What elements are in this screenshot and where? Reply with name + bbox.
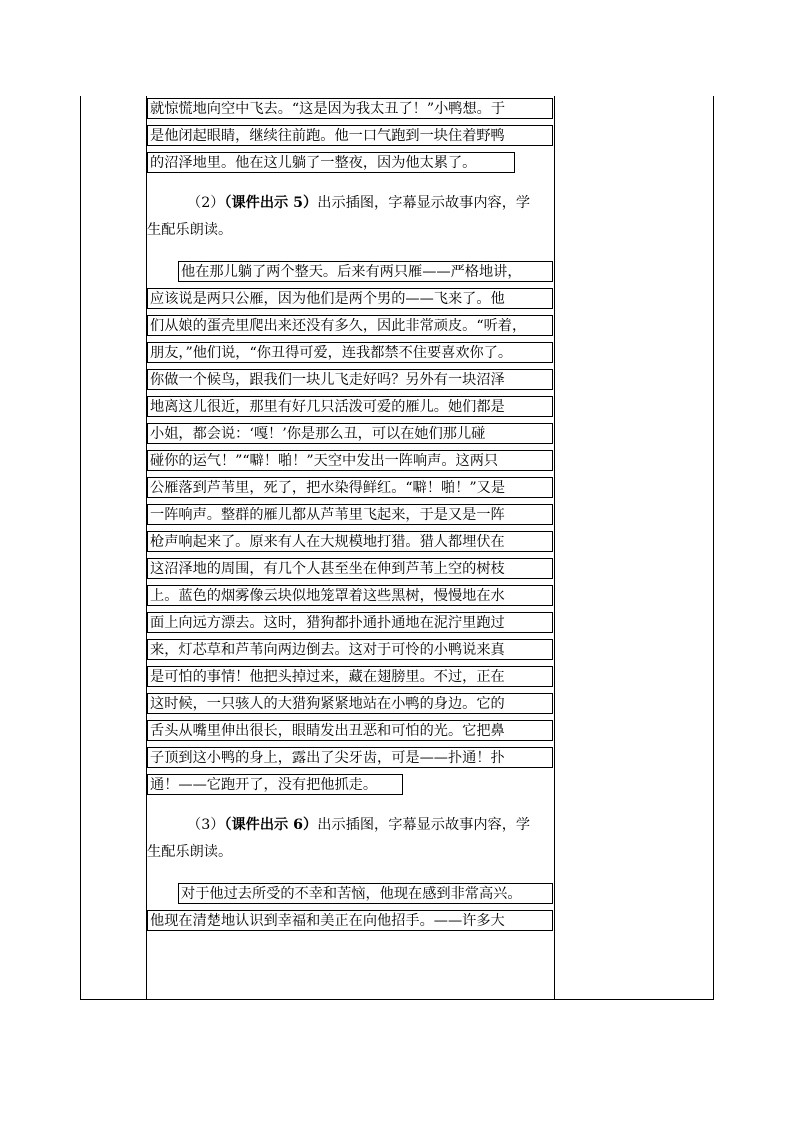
step-number: （3）	[187, 817, 225, 833]
lesson-content	[147, 98, 553, 937]
instruction-line: 生配乐朗读。	[147, 844, 233, 860]
story-line: 来，灯芯草和芦苇向两边倒去。这对于可怜的小鸭说来真	[147, 639, 553, 660]
story-line: 这时候，一只骇人的大猎狗紧紧地站在小鸭的身边。它的	[147, 693, 553, 714]
step-number: （2）	[187, 195, 225, 211]
story-line: 碰你的运气！”“噼！啪！”天空中发出一阵响声。这两只	[147, 450, 553, 471]
story-line: 一阵响声。整群的雁儿都从芦苇里飞起来，于是又是一阵	[147, 504, 553, 525]
story-line: 他在那儿躺了两个整天。后来有两只雁——严格地讲，	[178, 261, 553, 282]
courseware-label: （课件出示 5）	[224, 195, 318, 211]
story-excerpt-1	[147, 98, 553, 173]
table-border-bottom	[80, 999, 714, 1000]
story-line: 通！——它跑开了，没有把他抓走。	[147, 774, 403, 795]
story-line: 是可怕的事情！他把头掉过来，藏在翅膀里。不过，正在	[147, 666, 553, 687]
story-line: 舌头从嘴里伸出很长，眼睛发出丑恶和可怕的光。它把鼻	[147, 720, 553, 741]
instruction-line	[147, 815, 553, 836]
story-line: 对于他过去所受的不幸和苦恼，他现在感到非常高兴。	[178, 883, 553, 904]
story-line: 这沼泽地的周围，有几个人甚至坐在伸到芦苇上空的树枝	[147, 558, 553, 579]
story-line: 们从娘的蛋壳里爬出来还没有多久，因此非常顽皮。“听着，	[147, 315, 553, 336]
story-line: 的沼泽地里。他在这儿躺了一整夜，因为他太累了。	[147, 152, 515, 173]
story-line: 上。蓝色的烟雾像云块似地笼罩着这些黑树，慢慢地在水	[147, 585, 553, 606]
story-excerpt-2	[147, 261, 553, 795]
story-line: 就惊慌地向空中飞去。“这是因为我太丑了！”小鸭想。于	[147, 98, 553, 119]
courseware-label: （课件出示 6）	[224, 817, 318, 833]
story-excerpt-3	[147, 883, 553, 931]
instruction-line	[147, 193, 553, 214]
instruction-line: 生配乐朗读。	[147, 222, 233, 238]
story-line: 公雁落到芦苇里，死了，把水染得鲜红。“噼！啪！”又是	[147, 477, 553, 498]
table-border-col2	[554, 96, 555, 1000]
table-border-right	[713, 96, 714, 1000]
story-line: 你做一个候鸟，跟我们一块儿飞走好吗？另外有一块沼泽	[147, 369, 553, 390]
table-border-left	[80, 96, 81, 1000]
instruction-text: 出示插图，字幕显示故事内容，学	[317, 195, 531, 211]
story-line: 是他闭起眼睛，继续往前跑。他一口气跑到一块住着野鸭	[147, 125, 553, 146]
story-line: 他现在清楚地认识到幸福和美正在向他招手。——许多大	[147, 910, 553, 931]
story-line: 面上向远方漂去。这时，猎狗都扑通扑通地在泥泞里跑过	[147, 612, 553, 633]
story-line: 地离这儿很近，那里有好几只活泼可爱的雁儿。她们都是	[147, 396, 553, 417]
section-3-instruction	[147, 815, 553, 863]
instruction-text: 出示插图，字幕显示故事内容，学	[317, 817, 531, 833]
story-line: 小姐，都会说：‘嘎！’你是那么丑，可以在她们那儿碰	[147, 423, 553, 444]
story-line: 应该说是两只公雁，因为他们是两个男的——飞来了。他	[147, 288, 553, 309]
story-line: 枪声响起来了。原来有人在大规模地打猎。猎人都埋伏在	[147, 531, 553, 552]
section-2-instruction	[147, 193, 553, 241]
story-line: 朋友，”他们说，“你丑得可爱，连我都禁不住要喜欢你了。	[147, 342, 553, 363]
story-line: 子顶到这小鸭的身上，露出了尖牙齿，可是——扑通！扑	[147, 747, 553, 768]
